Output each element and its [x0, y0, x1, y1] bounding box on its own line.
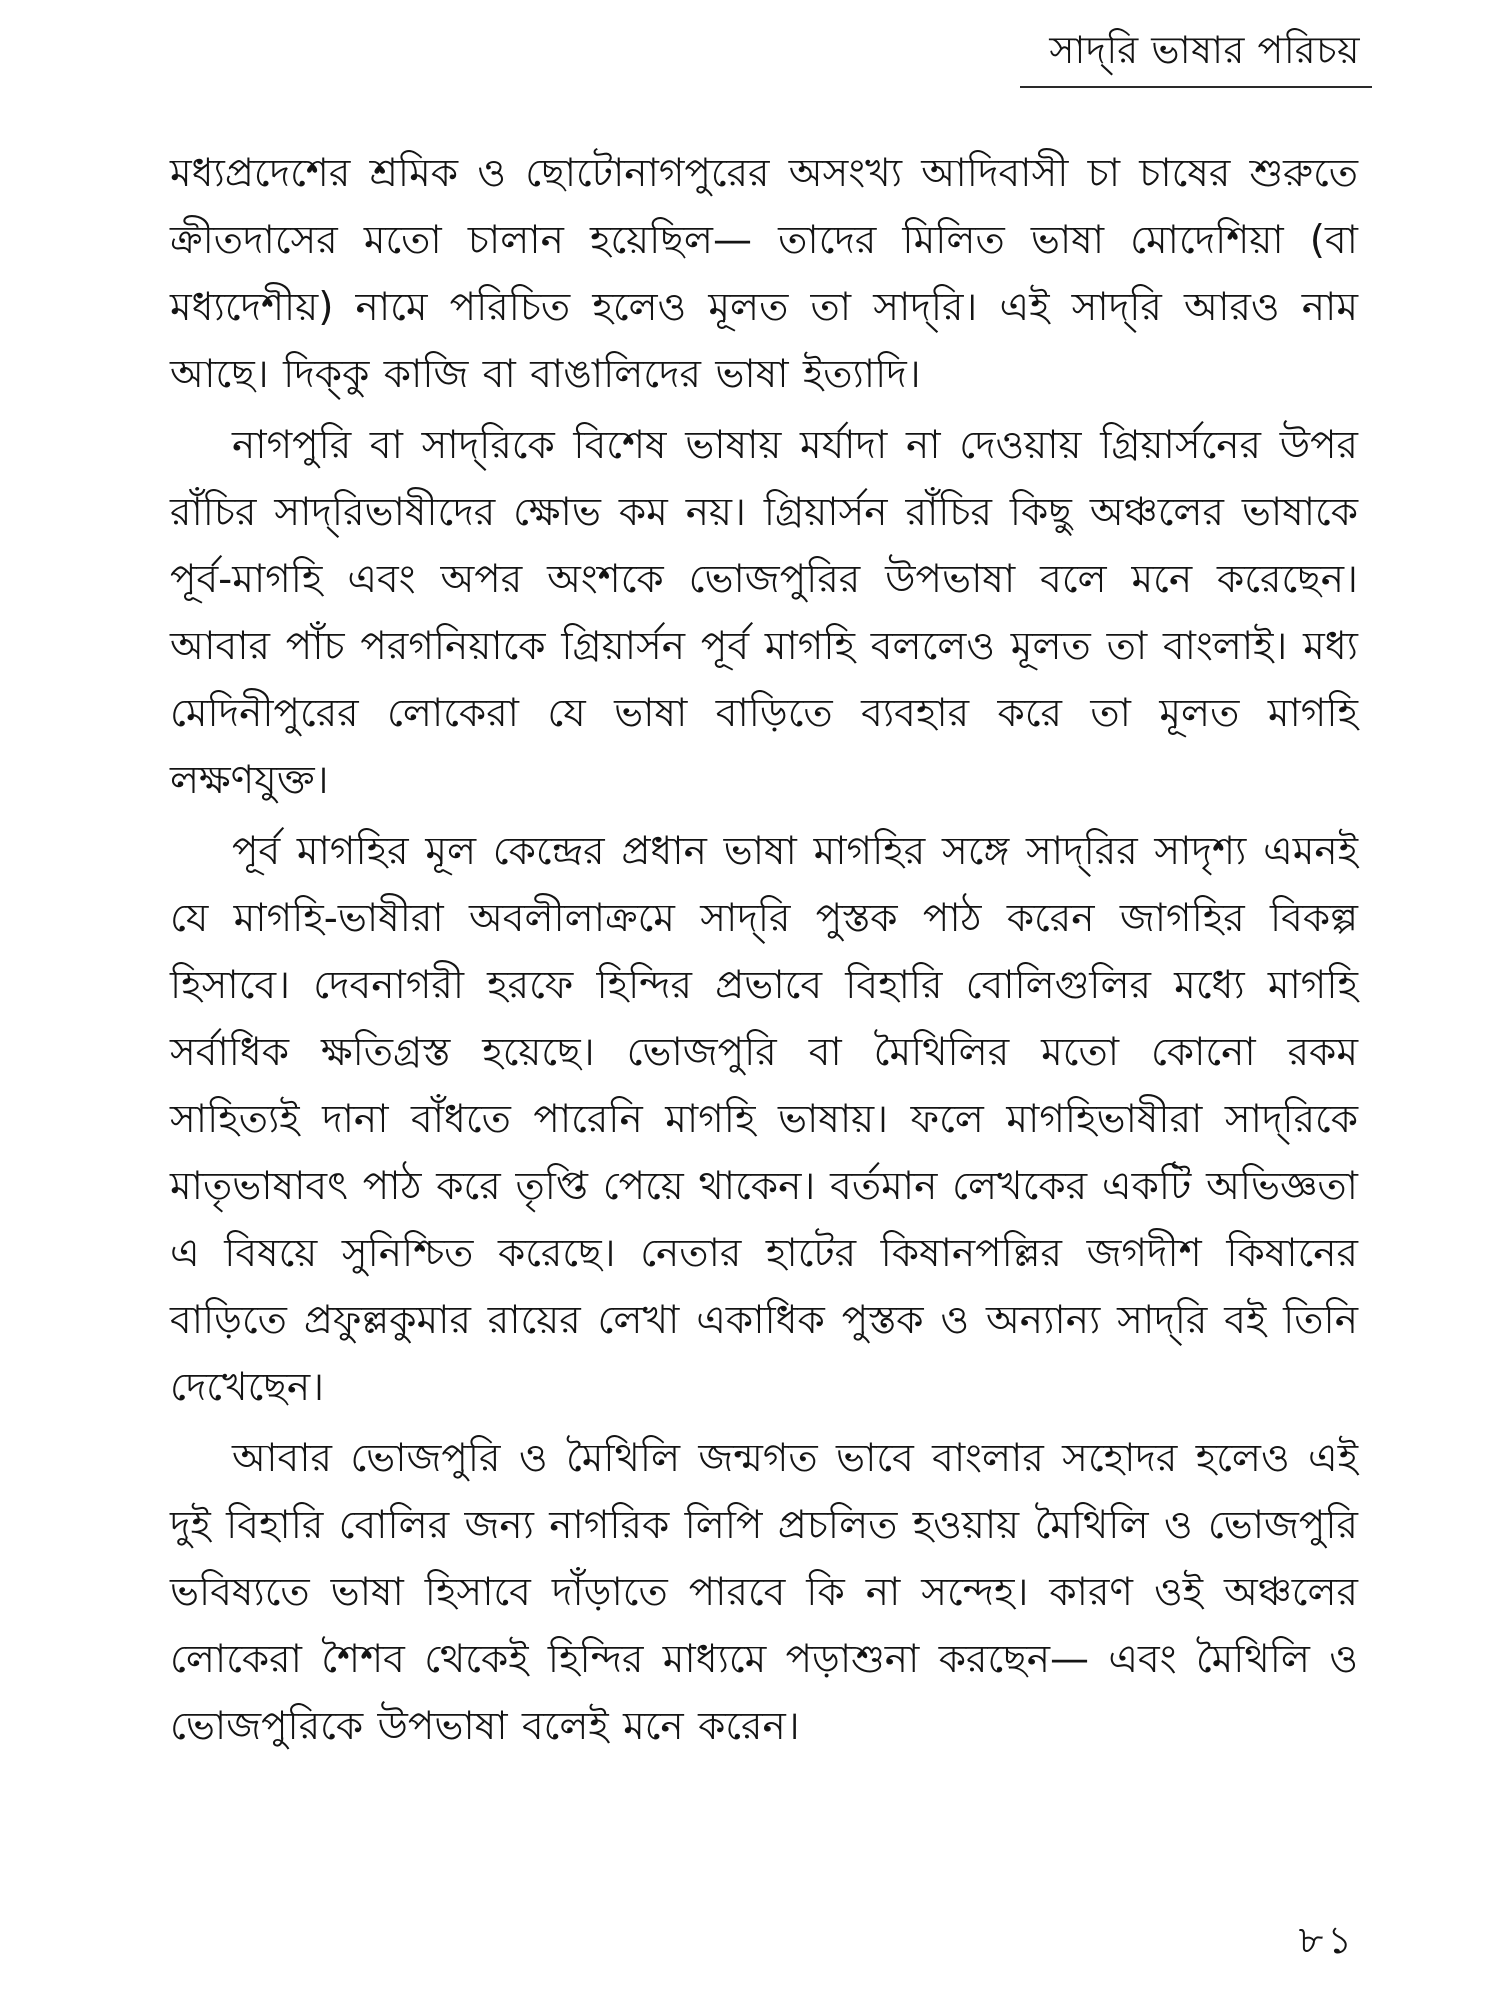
header-rule: [1020, 86, 1372, 88]
paragraph-4: আবার ভোজপুরি ও মৈথিলি জন্মগত ভাবে বাংলার সহোদর হলেও এই দুই বিহারি বোলির জন্য নাগরিক লিপি প্রচলিত হওয়ায় মৈথিলি ও ভোজপুরি ভবিষ্যতে ভাষা হিসাবে দাঁড়াতে পারবে কি না সন্দেহ। কারণ ওই অঞ্চলের লোকেরা শৈশব থেকেই হিন্দির মাধ্যমে পড়াশুনা করছেন— এবং মৈথিলি ও ভোজপুরিকে উপভাষা বলেই মনে করেন।: [170, 1436, 1358, 1749]
paragraph-1: মধ্যপ্রদেশের শ্রমিক ও ছোটোনাগপুরের অসংখ্য আদিবাসী চা চাষের শুরুতে ক্রীতদাসের মতো চালান হয়েছিল— তাদের মিলিত ভাষা মোদেশিয়া (বা মধ্যদেশীয়) নামে পরিচিত হলেও মূলত তা সাদ্‌রি। এই সাদ্‌রি আরও নাম আছে। দিক্‌কু কাজি বা বাঙালিদের ভাষা ইত্যাদি।: [170, 151, 1358, 397]
paragraph-3: পূর্ব মাগহির মূল কেন্দ্রের প্রধান ভাষা মাগহির সঙ্গে সাদ্‌রির সাদৃশ্য এমনই যে মাগহি-ভাষীরা অবলীলাক্রমে সাদ্‌রি পুস্তক পাঠ করেন জাগহির বিকল্প হিসাবে। দেবনাগরী হরফে হিন্দির প্রভাবে বিহারি বোলিগুলির মধ্যে মাগহি সর্বাধিক ক্ষতিগ্রস্ত হয়েছে। ভোজপুরি বা মৈথিলির মতো কোনো রকম সাহিত্যই দানা বাঁধতে পারেনি মাগহি ভাষায়। ফলে মাগহিভাষীরা সাদ্‌রিকে মাতৃভাষাবৎ পাঠ করে তৃপ্তি পেয়ে থাকেন। বর্তমান লেখকের একটি অভিজ্ঞতা এ বিষয়ে সুনিশ্চিত করেছে। নেতার হাটের কিষানপল্লির জগদীশ কিষানের বাড়িতে প্রফুল্লকুমার রায়ের লেখা একাধিক পুস্তক ও অন্যান্য সাদ্‌রি বই তিনি দেখেছেন।: [170, 829, 1358, 1410]
paragraph-2: নাগপুরি বা সাদ্‌রিকে বিশেষ ভাষায় মর্যাদা না দেওয়ায় গ্রিয়ার্সনের উপর রাঁচির সাদ্‌রিভাষীদের ক্ষোভ কম নয়। গ্রিয়ার্সন রাঁচির কিছু অঞ্চলের ভাষাকে পূর্ব-মাগহি এবং অপর অংশকে ভোজপুরির উপভাষা বলে মনে করেছেন। আবার পাঁচ পরগনিয়াকে গ্রিয়ার্সন পূর্ব মাগহি বললেও মূলত তা বাংলাই। মধ্য মেদিনীপুরের লোকেরা যে ভাষা বাড়িতে ব্যবহার করে তা মূলত মাগহি লক্ষণযুক্ত।: [170, 423, 1358, 803]
running-header-title: সাদ্‌রি ভাষার পরিচয়: [1049, 28, 1360, 72]
page-number: ৮১: [1298, 1918, 1356, 1962]
body-text: [170, 140, 1358, 1764]
